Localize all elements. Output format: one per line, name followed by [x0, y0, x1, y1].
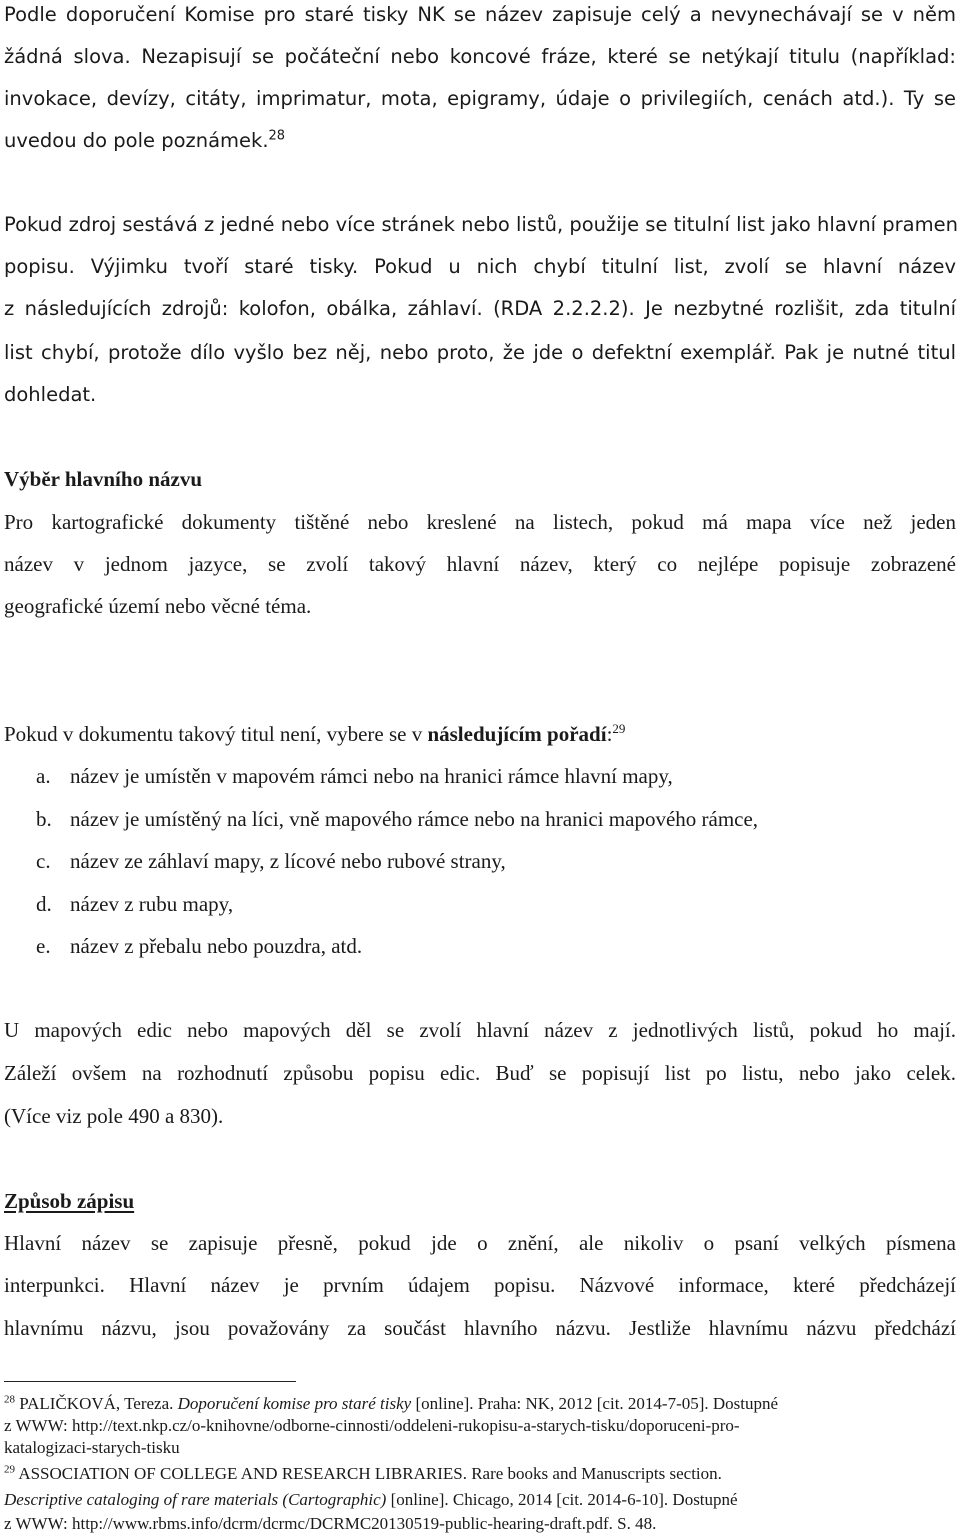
- text-line: Záleží ovšem na rozhodnutí způsobu popisu edic. Buď se popisují list po listu, nebo jako celek.: [4, 1061, 956, 1085]
- text-line: dohledat.: [4, 383, 97, 406]
- footnote-line: [4, 1463, 902, 1485]
- text-line: název v jednom jazyce, se zvolí takový hlavní název, který co nejlépe popisuje zobrazené: [4, 552, 956, 576]
- text-span: PALIČKOVÁ, Tereza.: [19, 1394, 178, 1413]
- list-text: název z přebalu nebo pouzdra, atd.: [70, 934, 363, 958]
- text-span: Pokud v dokumentu takový titul není, vybere se v: [4, 722, 428, 746]
- footnote-ref[interactable]: 28: [268, 128, 286, 144]
- text-span: uvedou do pole poznámek.: [4, 129, 269, 152]
- text-line: Hlavní název se zapisuje přesně, pokud jde o znění, ale nikoliv o psaní velkých písmena: [4, 1231, 956, 1255]
- list-label: e.: [36, 934, 51, 958]
- emphasis-text: následujícím pořadí: [427, 722, 607, 746]
- text-span: ASSOCIATION OF COLLEGE AND RESEARCH LIBRARIES. Rare books and Manuscripts section.: [18, 1464, 722, 1483]
- text-line: z následujících zdrojů: kolofon, obálka, záhlaví. (RDA 2.2.2.2). Je nezbytné rozlišit, zda titulní: [4, 297, 956, 320]
- text-span: [online]. Chicago, 2014 [cit. 2014-6-10]. Dostupné: [386, 1490, 738, 1509]
- text-line: (Více viz pole 490 a 830).: [4, 1104, 224, 1128]
- list-item: [4, 762, 956, 790]
- footnote-line: [4, 1489, 902, 1511]
- list-text: název je umístěn v mapovém rámci nebo na hranici rámce hlavní mapy,: [70, 764, 673, 788]
- footnote-link[interactable]: z WWW: http://text.nkp.cz/o-knihovne/odborne-cinnosti/oddeleni-rukopisu-a-starych-tisku/doporuceni-pro-: [4, 1416, 740, 1435]
- list-label: a.: [36, 764, 51, 788]
- list-item: [4, 890, 956, 918]
- footnote-number: 29: [4, 1463, 15, 1476]
- footnote-link[interactable]: z WWW: http://www.rbms.info/dcrm/dcrmc/DCRMC20130519-public-hearing-draft.pdf. S. 48.: [4, 1514, 657, 1533]
- text-line: invokace, devízy, citáty, imprimatur, mota, epigramy, údaje o privilegiích, cenách atd.). Ty se: [4, 87, 956, 110]
- text-line: Pokud zdroj sestává z jedné nebo více stránek nebo listů, použije se titulní list jako hlavní pramen: [4, 213, 958, 236]
- text-line: interpunkci. Hlavní název je prvním údajem popisu. Názvové informace, které předcházejí: [4, 1273, 956, 1297]
- text-line: popisu. Výjimku tvoří staré tisky. Pokud u nich chybí titulní list, zvolí se hlavní název: [4, 255, 956, 278]
- text-line: hlavnímu názvu, jsou považovány za součást hlavního názvu. Jestliže hlavnímu názvu předchází: [4, 1316, 956, 1340]
- paragraph-4: [4, 720, 956, 748]
- footnote-number: 28: [4, 1393, 15, 1406]
- text-line: list chybí, protože dílo vyšlo bez něj, nebo proto, že jde o defektní exemplář. Pak je nutné titul: [4, 341, 956, 364]
- heading-text: Způsob zápisu: [4, 1189, 135, 1213]
- section-heading: Výběr hlavního názvu: [4, 467, 202, 491]
- section-heading: [4, 1187, 956, 1215]
- footnote-line: [4, 1393, 902, 1415]
- text-span: [online]. Praha: NK, 2012 [cit. 2014-7-05]. Dostupné: [411, 1394, 779, 1413]
- text-line: Podle doporučení Komise pro staré tisky NK se název zapisuje celý a nevynechávají se v něm: [4, 3, 956, 26]
- text-line: geografické území nebo věcné téma.: [4, 594, 312, 618]
- text-span: :: [606, 722, 613, 746]
- footnote-title: Doporučení komise pro staré tisky: [177, 1394, 412, 1413]
- list-text: název z rubu mapy,: [70, 892, 234, 916]
- list-item: [4, 805, 956, 833]
- text-line: U mapových edic nebo mapových děl se zvolí hlavní název z jednotlivých listů, pokud ho mají.: [4, 1018, 956, 1042]
- list-label: d.: [36, 892, 52, 916]
- text-line: žádná slova. Nezapisují se počáteční nebo koncové fráze, které se netýkají titulu (například:: [4, 45, 956, 68]
- list-text: název je umístěný na líci, vně mapového rámce nebo na hranici mapového rámce,: [70, 807, 759, 831]
- footnote-divider: [4, 1381, 296, 1382]
- list-label: b.: [36, 807, 52, 831]
- list-item: [4, 847, 956, 875]
- text-line: [4, 127, 956, 155]
- footnote-ref[interactable]: 29: [612, 721, 626, 736]
- list-label: c.: [36, 849, 51, 873]
- footnote-title: Descriptive cataloging of rare materials (Cartographic): [4, 1490, 387, 1509]
- list-item: [4, 932, 956, 960]
- text-line: Pro kartografické dokumenty tištěné nebo kreslené na listech, pokud má mapa více než jeden: [4, 510, 956, 534]
- list-text: název ze záhlaví mapy, z lícové nebo rubové strany,: [70, 849, 506, 873]
- footnote-link[interactable]: katalogizaci-starych-tisku: [4, 1438, 180, 1457]
